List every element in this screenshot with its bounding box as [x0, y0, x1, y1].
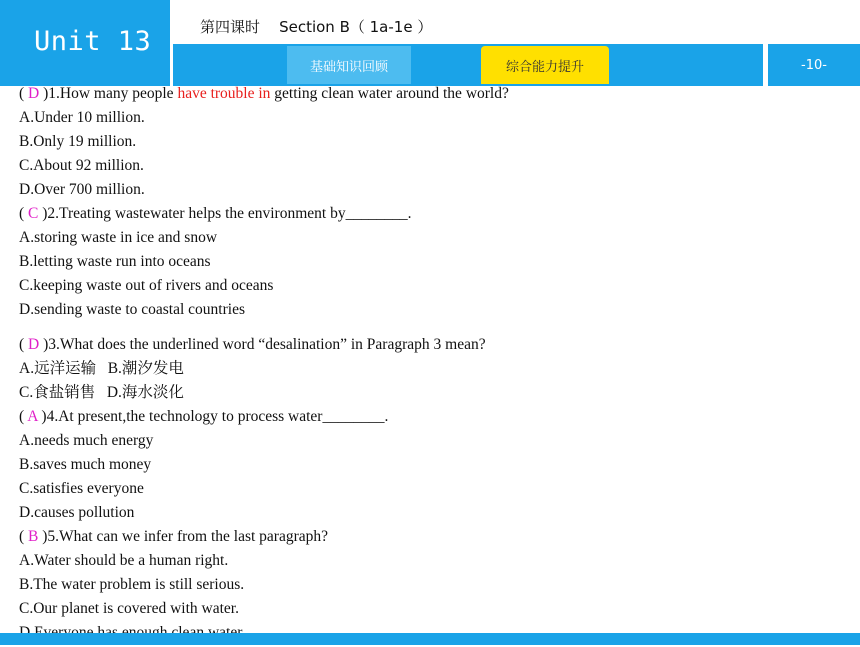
lesson-title: 第四课时 Section B（ 1a-1e ） [200, 18, 433, 36]
q5-option-b: B.The water problem is still serious. [19, 576, 245, 593]
q1-option-b: B.Only 19 million. [19, 133, 137, 150]
q1-option-a: A.Under 10 million. [19, 109, 145, 126]
question-3: ( D )3.What does the underlined word “desalination” in Paragraph 3 mean? [19, 336, 486, 353]
q4-option-a: A.needs much energy [19, 432, 154, 449]
q1-option-c: C.About 92 million. [19, 157, 144, 174]
q3-options-ab: A.远洋运输 B.潮汐发电 [19, 360, 184, 377]
highlight-phrase: have trouble in [177, 85, 271, 102]
answer-2: C [28, 205, 39, 222]
question-list [19, 84, 849, 647]
q1-option-d: D.Over 700 million. [19, 181, 145, 198]
tab-basic-knowledge[interactable]: 基础知识回顾 [287, 46, 411, 84]
nav-bar [173, 44, 763, 86]
q5-option-a: A.Water should be a human right. [19, 552, 229, 569]
answer-5: B [28, 528, 39, 545]
question-2: ( C )2.Treating wastewater helps the environment by________. [19, 205, 412, 222]
page-number: -10- [801, 57, 827, 73]
unit-banner [0, 0, 170, 86]
answer-1: D [28, 85, 40, 102]
q2-option-b: B.letting waste run into oceans [19, 253, 211, 270]
question-5: ( B )5.What can we infer from the last paragraph? [19, 528, 329, 545]
q4-option-b: B.saves much money [19, 456, 152, 473]
bottom-bar [0, 633, 860, 645]
tab-comprehensive-ability[interactable]: 综合能力提升 [481, 46, 609, 84]
answer-4: A [27, 408, 38, 425]
q5-option-c: C.Our planet is covered with water. [19, 600, 239, 617]
unit-title: Unit 13 [34, 26, 152, 57]
q2-option-a: A.storing waste in ice and snow [19, 229, 218, 246]
question-4: ( A )4.At present,the technology to process water________. [19, 408, 389, 425]
q2-option-c: C.keeping waste out of rivers and oceans [19, 277, 274, 294]
answer-3: D [28, 336, 40, 353]
q4-option-d: D.causes pollution [19, 504, 135, 521]
q3-options-cd: C.食盐销售 D.海水淡化 [19, 384, 184, 401]
q2-option-d: D.sending waste to coastal countries [19, 301, 245, 318]
q4-option-c: C.satisfies everyone [19, 480, 144, 497]
question-1: ( D )1.How many people have trouble in getting clean water around the world? [19, 85, 509, 102]
page-number-box [768, 44, 860, 86]
